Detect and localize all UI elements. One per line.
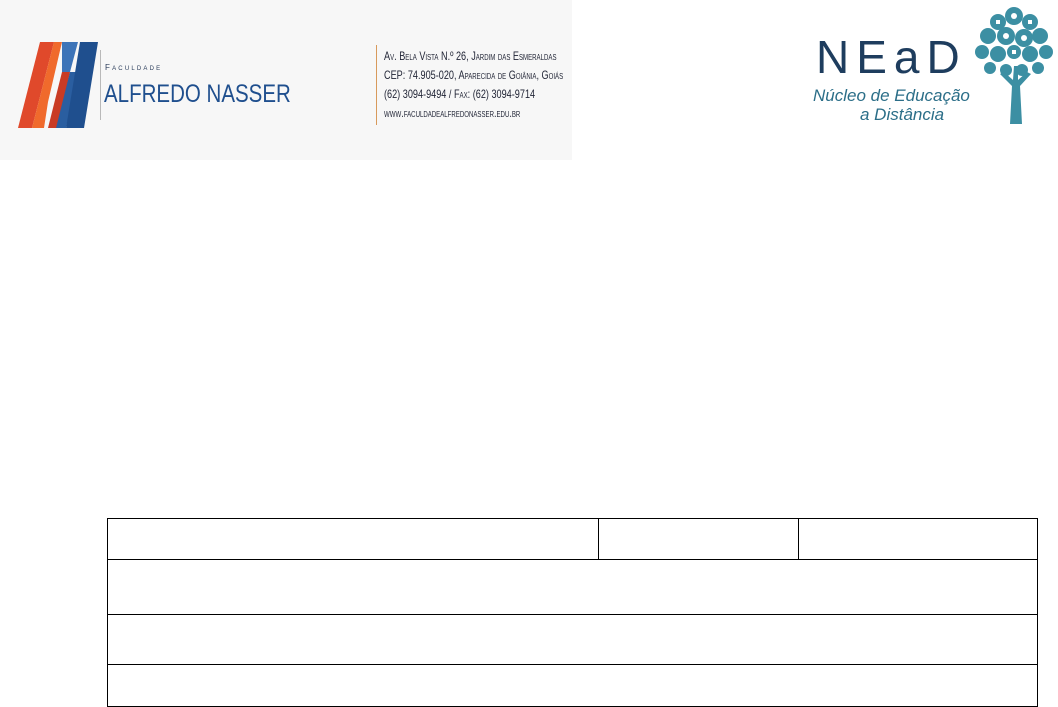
table-cell (108, 665, 1038, 707)
address-cep: CEP: 74.905-020, Aparecida de Goiânia, Goiás (384, 68, 564, 82)
faculdade-alfredo-nasser-logo (18, 42, 98, 128)
table-cell (799, 519, 1038, 560)
table-row (108, 615, 1038, 665)
address-divider (376, 45, 377, 125)
tree-icon (970, 0, 1058, 124)
brand-small-text: Faculdade (105, 63, 163, 72)
address-block (384, 47, 620, 123)
nead-logo (810, 0, 1058, 126)
table-row (108, 519, 1038, 560)
table-cell (108, 519, 599, 560)
table-cell (108, 560, 1038, 615)
address-street: Av. Bela Vista N.º 26, Jardim das Esmeraldas (384, 49, 557, 63)
address-phone: (62) 3094-9494 / Fax: (62) 3094-9714 (384, 87, 536, 101)
table-row (108, 560, 1038, 615)
table-cell (108, 615, 1038, 665)
table-cell (599, 519, 799, 560)
nead-subtitle-line2: a Distância (860, 105, 945, 124)
table-row (108, 665, 1038, 707)
letterhead (0, 0, 572, 160)
nead-subtitle-line1: Núcleo de Educação (813, 86, 970, 105)
brand-divider (100, 50, 101, 120)
address-website: www.faculdadealfredonasser.edu.br (384, 106, 521, 120)
form-table (107, 518, 1038, 707)
nead-title: NEaD (816, 31, 967, 83)
brand-name: ALFREDO NASSER (104, 80, 291, 108)
